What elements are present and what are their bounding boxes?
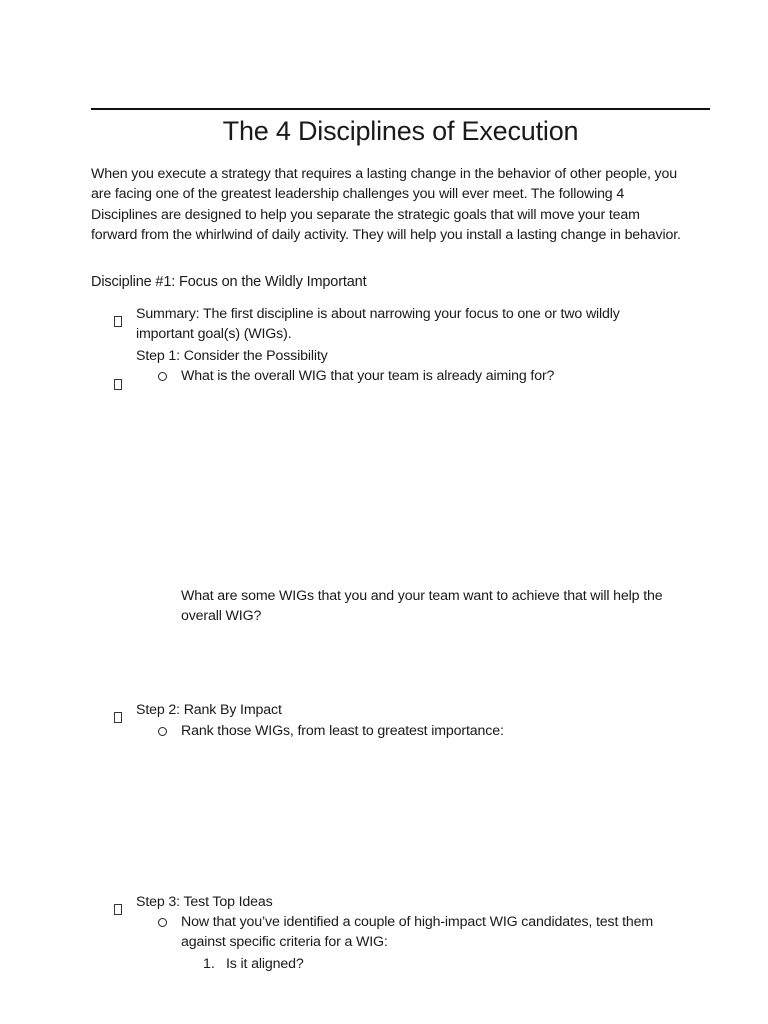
bullet-box-icon xyxy=(113,315,123,327)
list-number: 1. xyxy=(203,956,215,972)
step2-label: Step 2: Rank By Impact xyxy=(136,702,282,718)
top-horizontal-rule xyxy=(91,108,710,110)
bullet-box-icon xyxy=(113,378,123,390)
step3-question-1: Now that you’ve identified a couple of high-impact WIG candidates, test them against specific criteria for a WIG: xyxy=(181,914,654,950)
step1-question-2: What are some WIGs that you and your team want to achieve that will help the overall WIG? xyxy=(181,588,663,624)
step1-label: Step 1: Consider the Possibility xyxy=(136,348,328,364)
step3-criteria-item-1: Is it aligned? xyxy=(226,956,304,972)
document-title: The 4 Disciplines of Execution xyxy=(222,116,579,146)
intro-paragraph: When you execute a strategy that requires a lasting change in the behavior of other people, you are facing one of the greatest leadership challenges you will ever meet. The following 4 Disciplines are designed to help you separate the strategic goals that will move your team forward from the whirlwind of daily activity. They will help you install a lasting change in behavior. xyxy=(91,166,681,243)
circle-bullet-icon xyxy=(158,727,167,736)
step2-question-1: Rank those WIGs, from least to greatest importance: xyxy=(181,723,504,739)
discipline-heading: Discipline #1: Focus on the Wildly Important xyxy=(91,274,367,290)
circle-bullet-icon xyxy=(158,372,167,381)
summary-text: Summary: The first discipline is about narrowing your focus to one or two wildly important goal(s) (WIGs). xyxy=(136,306,620,342)
step1-question-1: What is the overall WIG that your team is already aiming for? xyxy=(181,368,555,384)
circle-bullet-icon xyxy=(158,918,167,927)
bullet-box-icon xyxy=(113,903,123,915)
bullet-box-icon xyxy=(113,711,123,723)
step3-label: Step 3: Test Top Ideas xyxy=(136,894,273,910)
